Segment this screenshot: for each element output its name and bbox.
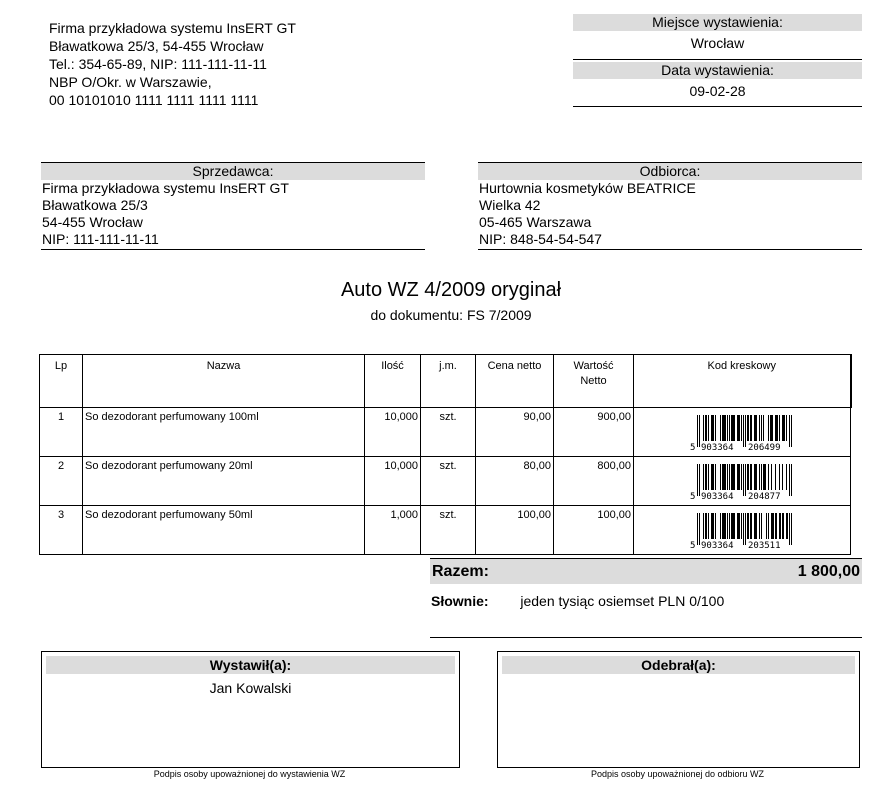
- barcode-bar: [723, 513, 724, 539]
- col-header-unit: j.m.: [421, 355, 476, 408]
- barcode-bar: [789, 464, 790, 496]
- barcode-bar: [732, 464, 733, 490]
- barcode-bar: [715, 513, 716, 539]
- barcode-bar: [776, 513, 777, 539]
- total-label: Razem:: [432, 563, 489, 580]
- barcode-bar: [779, 513, 780, 539]
- cell-price: 100,00: [476, 506, 554, 555]
- barcode-digits: 204877: [748, 492, 781, 502]
- barcode-bar: [759, 415, 760, 441]
- barcode-bar: [737, 513, 738, 539]
- barcode-bar: [755, 464, 756, 490]
- document-subtitle: do dokumentu: FS 7/2009: [370, 307, 532, 323]
- cell-name: So dezodorant perfumowany 50ml: [83, 506, 365, 555]
- barcode-bar: [720, 513, 721, 539]
- barcode-bar: [783, 513, 784, 539]
- barcode-image: [689, 511, 795, 551]
- barcode-bar: [768, 464, 769, 490]
- barcode-bar: [755, 513, 756, 539]
- received-by-label: Odebrał(a):: [502, 656, 855, 674]
- barcode-bar: [697, 415, 698, 447]
- place-value: Wrocław: [690, 35, 745, 51]
- barcode-image: [689, 462, 795, 502]
- buyer-line: Wielka 42: [479, 197, 541, 213]
- barcode-bar: [777, 415, 778, 441]
- table-row: [40, 457, 851, 506]
- barcode-bar: [725, 513, 726, 539]
- barcode-bar: [748, 464, 749, 490]
- barcode-bar: [712, 415, 713, 441]
- barcode-bar: [771, 415, 772, 441]
- barcode-bar: [786, 513, 787, 539]
- barcode-bar: [706, 415, 707, 441]
- barcode-bar: [703, 464, 704, 490]
- barcode-digits: 5: [690, 541, 696, 551]
- barcode-digits: 903364: [701, 443, 734, 453]
- barcode-bar: [705, 415, 706, 441]
- col-header-value: [554, 355, 634, 408]
- cell-qty: 10,000: [365, 457, 421, 506]
- cell-qty: 1,000: [365, 506, 421, 555]
- barcode-bar: [782, 415, 783, 441]
- cell-barcode: [634, 408, 851, 457]
- barcode-bar: [731, 464, 732, 490]
- barcode-digits: 903364: [701, 541, 734, 551]
- barcode-bar: [754, 464, 755, 490]
- barcode-bar: [738, 415, 739, 441]
- barcode-bar: [722, 513, 723, 539]
- barcode-bar: [722, 415, 723, 441]
- issuer-line: Tel.: 354-65-89, NIP: 111-111-11-11: [49, 56, 267, 72]
- barcode-bar: [775, 415, 776, 441]
- barcode-bar: [705, 513, 706, 539]
- document-title: Auto WZ 4/2009 oryginał: [340, 279, 562, 301]
- barcode-bar: [723, 464, 724, 490]
- barcode-bar: [779, 464, 780, 490]
- seller-label: Sprzedawca:: [41, 162, 425, 180]
- barcode-bar: [739, 464, 740, 490]
- barcode-bar: [729, 464, 730, 490]
- barcode-bar: [748, 513, 749, 539]
- barcode-bar: [739, 415, 740, 441]
- seller-block: [41, 162, 425, 248]
- barcode-bar: [713, 464, 714, 490]
- barcode-bar: [787, 513, 788, 539]
- barcode-bar: [733, 513, 734, 539]
- barcode-bar: [754, 415, 755, 441]
- col-header-value-line2: Netto: [580, 375, 607, 387]
- barcode-digits: 5: [690, 443, 696, 453]
- issued-by-label: Wystawił(a):: [46, 656, 455, 674]
- amount-in-words: [431, 593, 724, 609]
- barcode-bar: [699, 415, 700, 447]
- col-header-qty: Ilość: [365, 355, 421, 408]
- barcode-bar: [782, 464, 783, 490]
- barcode-bar: [748, 415, 749, 441]
- barcode-bar: [768, 513, 769, 539]
- barcode-bar: [751, 464, 752, 490]
- received-by-box: [497, 651, 860, 768]
- buyer-block: [478, 162, 862, 248]
- barcode-bar: [725, 464, 726, 490]
- barcode-bar: [715, 415, 716, 441]
- barcode-bar: [699, 513, 700, 545]
- barcode-bar: [734, 464, 735, 490]
- barcode-bar: [754, 513, 755, 539]
- barcode-bar: [706, 513, 707, 539]
- barcode-bar: [733, 464, 734, 490]
- barcode-bar: [756, 464, 757, 490]
- barcode-bar: [708, 513, 709, 539]
- barcode-bar: [766, 513, 767, 539]
- seller-line: NIP: 111-111-11-11: [42, 231, 159, 247]
- buyer-line: 05-465 Warszawa: [479, 214, 592, 230]
- barcode-bar: [747, 464, 748, 490]
- barcode-bar: [761, 513, 762, 539]
- barcode-bar: [743, 464, 744, 496]
- barcode-bar: [741, 415, 742, 441]
- barcode-bar: [747, 415, 748, 441]
- barcode-bar: [783, 415, 784, 441]
- barcode-bar: [773, 513, 774, 539]
- barcode-bar: [725, 415, 726, 441]
- barcode-bar: [731, 415, 732, 441]
- barcode-bar: [720, 415, 721, 441]
- barcode-bar: [751, 513, 752, 539]
- barcode-bar: [734, 513, 735, 539]
- barcode-bar: [761, 415, 762, 441]
- issuer-line: Bławatkowa 25/3, 54-455 Wrocław: [49, 38, 264, 54]
- barcode-digits: 5: [690, 492, 696, 502]
- date-box: [573, 62, 862, 100]
- col-header-lp: Lp: [40, 355, 83, 408]
- barcode-bar: [756, 415, 757, 441]
- place-rule: [573, 59, 862, 60]
- barcode-bar: [712, 464, 713, 490]
- barcode-bar: [745, 513, 746, 545]
- barcode-bar: [750, 464, 751, 490]
- total-bar: [430, 558, 862, 584]
- barcode-bar: [703, 415, 704, 441]
- barcode-bar: [732, 415, 733, 441]
- barcode-bar: [711, 464, 712, 490]
- cell-unit: szt.: [421, 506, 476, 555]
- barcode-bar: [738, 513, 739, 539]
- barcode-bar: [743, 415, 744, 447]
- barcode-bar: [750, 513, 751, 539]
- barcode-bar: [761, 464, 762, 490]
- summary-rule: [430, 637, 862, 638]
- barcode-bar: [727, 464, 728, 490]
- barcode-bar: [699, 464, 700, 496]
- cell-barcode: [634, 506, 851, 555]
- seller-line: 54-455 Wrocław: [42, 214, 143, 230]
- barcode-bar: [734, 415, 735, 441]
- issued-by-name: Jan Kowalski: [209, 680, 292, 696]
- barcode-bar: [729, 415, 730, 441]
- barcode-bar: [731, 513, 732, 539]
- barcode-bar: [737, 464, 738, 490]
- cell-lp: 1: [40, 408, 83, 457]
- barcode-bar: [733, 415, 734, 441]
- barcode-bar: [724, 513, 725, 539]
- col-header-value-line1: Wartość: [573, 360, 614, 372]
- place-box: [573, 14, 862, 52]
- issuer-block: [49, 19, 296, 109]
- date-label: Data wystawienia:: [573, 62, 862, 79]
- seller-line: Firma przykładowa systemu InsERT GT: [42, 180, 289, 196]
- barcode-bar: [791, 415, 792, 447]
- barcode-bar: [764, 464, 765, 490]
- barcode-bar: [737, 415, 738, 441]
- date-rule: [573, 106, 862, 107]
- barcode-bar: [739, 513, 740, 539]
- barcode-bar: [713, 513, 714, 539]
- barcode-bar: [741, 513, 742, 539]
- barcode-bar: [771, 513, 772, 539]
- barcode-bar: [697, 464, 698, 496]
- barcode-bar: [789, 415, 790, 447]
- barcode-image: [689, 413, 795, 453]
- col-header-name: Nazwa: [83, 355, 365, 408]
- cell-value: 800,00: [554, 457, 634, 506]
- barcode-bar: [703, 513, 704, 539]
- barcode-bar: [722, 464, 723, 490]
- barcode-bar: [784, 415, 785, 441]
- barcode-bar: [763, 464, 764, 490]
- seller-line: Bławatkowa 25/3: [42, 197, 148, 213]
- barcode-bar: [715, 464, 716, 490]
- barcode-bar: [711, 513, 712, 539]
- barcode-bar: [750, 415, 751, 441]
- table-row: [40, 506, 851, 555]
- received-by-caption: Podpis osoby upoważnionej do odbioru WZ: [590, 769, 765, 779]
- barcode-bar: [729, 513, 730, 539]
- words-value: jeden tysiąc osiemset PLN 0/100: [520, 593, 725, 609]
- buyer-line: Hurtownia kosmetyków BEATRICE: [479, 180, 696, 196]
- cell-barcode: [634, 457, 851, 506]
- barcode-bar: [756, 513, 757, 539]
- cell-unit: szt.: [421, 457, 476, 506]
- barcode-bar: [705, 464, 706, 490]
- cell-price: 80,00: [476, 457, 554, 506]
- barcode-bar: [765, 464, 766, 490]
- barcode-bar: [743, 513, 744, 545]
- buyer-rule: [478, 249, 862, 250]
- total-value: 1 800,00: [797, 563, 860, 580]
- barcode-bar: [723, 415, 724, 441]
- issuer-line: 00 10101010 1111 1111 1111 1111: [49, 92, 259, 108]
- cell-unit: szt.: [421, 408, 476, 457]
- buyer-label: Odbiorca:: [478, 162, 862, 180]
- barcode-bar: [775, 464, 776, 490]
- barcode-bar: [727, 415, 728, 441]
- seller-rule: [41, 249, 425, 250]
- barcode-bar: [791, 464, 792, 496]
- barcode-bar: [768, 415, 769, 441]
- issued-by-caption: Podpis osoby upoważnionej do wystawienia WZ: [153, 769, 346, 779]
- date-value: 09-02-28: [689, 83, 746, 99]
- words-label: Słownie:: [431, 593, 489, 609]
- barcode-bar: [776, 415, 777, 441]
- barcode-bar: [759, 513, 760, 539]
- cell-price: 90,00: [476, 408, 554, 457]
- barcode-bar: [770, 415, 771, 441]
- cell-value: 900,00: [554, 408, 634, 457]
- col-header-price: Cena netto: [476, 355, 554, 408]
- table-header-row: [40, 355, 851, 408]
- issued-by-box: [41, 651, 460, 768]
- barcode-bar: [786, 415, 787, 441]
- barcode-bar: [738, 464, 739, 490]
- barcode-bar: [713, 415, 714, 441]
- barcode-bar: [775, 513, 776, 539]
- col-header-barcode: Kod kreskowy: [634, 355, 851, 408]
- barcode-bar: [791, 513, 792, 545]
- table-row: [40, 408, 851, 457]
- barcode-bar: [745, 464, 746, 496]
- barcode-bar: [789, 513, 790, 545]
- barcode-bar: [732, 513, 733, 539]
- place-label: Miejsce wystawienia:: [573, 14, 862, 31]
- issuer-line: Firma przykładowa systemu InsERT GT: [49, 20, 296, 36]
- cell-qty: 10,000: [365, 408, 421, 457]
- barcode-bar: [711, 415, 712, 441]
- barcode-bar: [772, 415, 773, 441]
- barcode-bar: [755, 415, 756, 441]
- issuer-line: NBP O/Okr. w Warszawie,: [49, 74, 212, 90]
- barcode-digits: 206499: [748, 443, 781, 453]
- barcode-bar: [751, 415, 752, 441]
- cell-name: So dezodorant perfumowany 100ml: [83, 408, 365, 457]
- buyer-line: NIP: 848-54-54-547: [479, 231, 602, 247]
- cell-name: So dezodorant perfumowany 20ml: [83, 457, 365, 506]
- barcode-bar: [706, 464, 707, 490]
- barcode-bar: [772, 513, 773, 539]
- cell-value: 100,00: [554, 506, 634, 555]
- barcode-bar: [708, 415, 709, 441]
- barcode-bar: [780, 513, 781, 539]
- cell-lp: 3: [40, 506, 83, 555]
- barcode-digits: 903364: [701, 492, 734, 502]
- barcode-bar: [747, 513, 748, 539]
- barcode-bar: [763, 415, 764, 441]
- barcode-bar: [724, 464, 725, 490]
- barcode-bar: [712, 513, 713, 539]
- barcode-bar: [786, 464, 787, 490]
- barcode-bar: [771, 464, 772, 490]
- barcode-bar: [745, 415, 746, 447]
- barcode-digits: 203511: [748, 541, 781, 551]
- barcode-bar: [782, 513, 783, 539]
- barcode-bar: [708, 464, 709, 490]
- barcode-bar: [779, 415, 780, 441]
- cell-lp: 2: [40, 457, 83, 506]
- barcode-bar: [724, 415, 725, 441]
- barcode-bar: [759, 464, 760, 490]
- barcode-bar: [727, 513, 728, 539]
- barcode-bar: [697, 513, 698, 545]
- barcode-bar: [741, 464, 742, 490]
- barcode-bar: [720, 464, 721, 490]
- items-table: [39, 354, 852, 555]
